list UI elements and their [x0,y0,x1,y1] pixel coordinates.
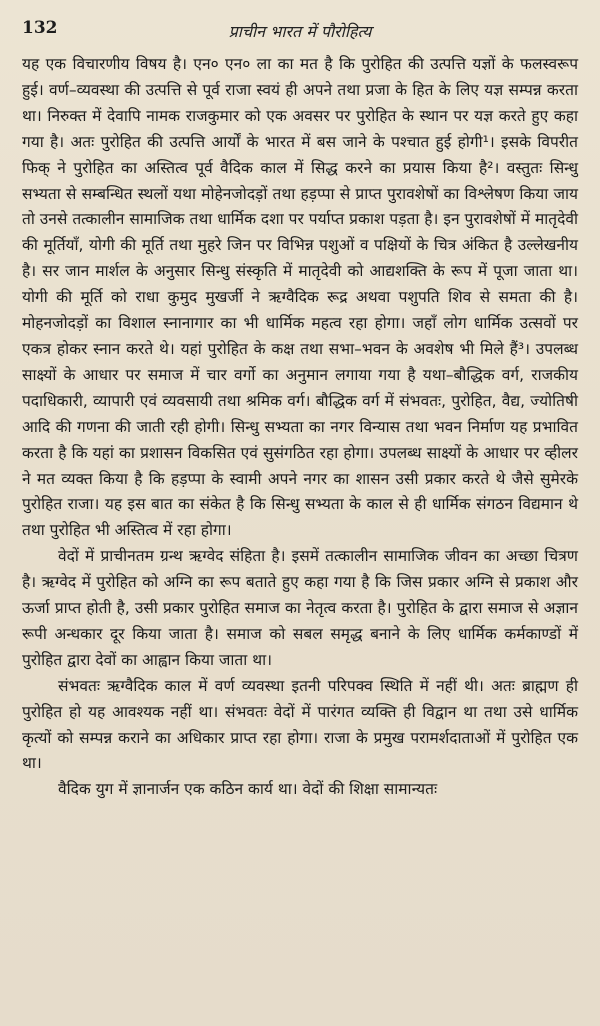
page-header [22,12,578,44]
body-text [22,52,578,803]
running-title: प्राचीन भारत में पौरोहित्य [228,22,372,41]
paragraph: वैदिक युग में ज्ञानार्जन एक कठिन कार्य था। वेदों की शिक्षा सामान्यतः [58,780,438,799]
paragraph: यह एक विचारणीय विषय है। एन० एन० ला का मत है कि पुरोहित की उत्पत्ति यज्ञों के फलस्वरूप हुई। वर्ण–व्यवस्था की उत्पत्ति से पूर्व राजा स्वयं ही अपने तथा प्रजा के हित के लिए यज्ञ सम्पन्न करता था। निरुक्त में देवापि नामक राजकुमार को एक अवसर पर पुरोहित के स्थान पर यज्ञ करते हुए कहा गया है। अतः पुरोहित की उत्पत्ति आर्यों के भारत में बस जाने के पश्चात हुई होगी¹। इसके विपरीत फिक् ने पुरोहित का अस्तित्व पूर्व वैदिक काल में सिद्ध करने का प्रयास किया है²। वस्तुतः सिन्धु सभ्यता से सम्बन्धित स्थलों यथा मोहेनजोदड़ों तथा हड़प्पा से प्राप्त पुरावशेषों का विश्लेषण किया जाय तो उनसे तत्कालीन सामाजिक तथा धार्मिक दशा पर पर्याप्त प्रकाश पड़ता है। इन पुरावशेषों में मातृदेवी की मूर्तियाँ, योगी की मूर्ति तथा मुहरे जिन पर विभिन्न पशुओं व पक्षियों के चित्र अंकित है उल्लेखनीय है। सर जान मार्शल के अनुसार सिन्धु संस्कृति में मातृदेवी को आद्यशक्ति के रूप में पूजा जाता था। योगी की मूर्ति को राधा कुमुद मुखर्जी ने ऋग्वैदिक रूद्र अथवा पशुपति शिव से समता की है। मोहनजोदड़ों का विशाल स्नानागार का भी धार्मिक महत्व रहा होगा। जहाँ लोग धार्मिक उत्सवों पर एकत्र होकर स्नान करते थे। यहां पुरोहित के कक्ष तथा सभा–भवन के अवशेष भी मिले हैं³। उपलब्ध साक्ष्यों के आधार पर समाज में चार वर्गो का अनुमान लगाया गया है यथा–बौद्धिक वर्ग, राजकीय पदाधिकारी, व्यापारी एवं व्यवसायी तथा श्रमिक वर्ग। बौद्धिक वर्ग में संभवतः, पुरोहित, वैद्य, ज्योतिषी आदि की गणना की जाती रही होगी। सिन्धु सभ्यता का नगर विन्यास तथा भवन निर्माण यह प्रभावित करता है कि यहां का प्रशासन विकसित एवं सुसंगठित रहा होगा। उपलब्ध साक्ष्यों के आधार पर व्हीलर ने मत व्यक्त किया है कि हड़प्पा के स्वामी अपने नगर का शासन उसी प्रकार करते थे जैसे सुमेरके पुरोहित राजा। यह इस बात का संकेत है कि सिन्धु सभ्यता के काल से ही धार्मिक संगठन विद्यमान थे तथा पुरोहित भी अस्तित्व में रहा होगा। [22,55,578,540]
paragraph: संभवतः ऋग्वैदिक काल में वर्ण व्यवस्था इतनी परिपक्व स्थिति में नहीं थी। अतः ब्राह्मण ही पुरोहित हो यह आवश्यक नहीं था। संभवतः वेदों में पारंगत व्यक्ति ही विद्वान था तथा उसे धार्मिक कृत्यों को सम्पन्न कराने का अधिकार प्राप्त रहा होगा। राजा के प्रमुख परामर्शदाताओं में पुरोहित एक था। [22,676,578,773]
paragraph: वेदों में प्राचीनतम ग्रन्थ ऋग्वेद संहिता है। इसमें तत्कालीन सामाजिक जीवन का अच्छा चित्रण है। ऋग्वेद में पुरोहित को अग्नि का रूप बताते हुए कहा गया है कि जिस प्रकार अग्नि से प्रकाश और ऊर्जा प्राप्त होती है, उसी प्रकार पुरोहित समाज का नेतृत्व करता है। पुरोहित के द्वारा समाज से अज्ञान रूपी अन्धकार दूर किया जाता है। समाज को सबल समृद्ध बनाने के लिए धार्मिक कर्मकाण्डों में पुरोहित द्वारा देवों का आह्वान किया जाता था। [22,547,578,669]
page-number: 132 [22,18,58,38]
